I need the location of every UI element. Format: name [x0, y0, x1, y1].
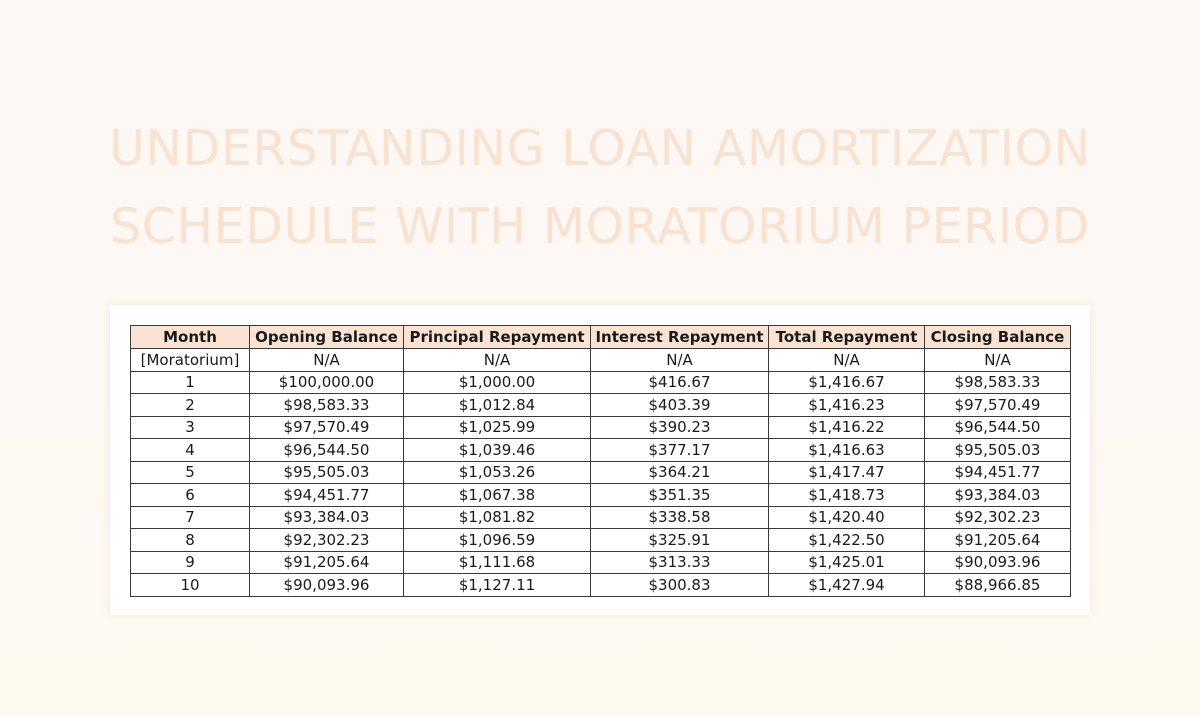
cell-interest-repayment: $351.35 [591, 484, 769, 507]
cell-total-repayment: $1,416.23 [769, 394, 925, 417]
table-row [131, 574, 1071, 597]
cell-closing-balance: $94,451.77 [925, 461, 1071, 484]
page-title-line-1: UNDERSTANDING LOAN AMORTIZATION [109, 120, 1091, 177]
table-row [131, 484, 1071, 507]
cell-opening-balance: N/A [250, 349, 404, 372]
cell-opening-balance: $91,205.64 [250, 551, 404, 574]
cell-interest-repayment: $364.21 [591, 461, 769, 484]
cell-total-repayment: $1,416.67 [769, 371, 925, 394]
cell-opening-balance: $98,583.33 [250, 394, 404, 417]
cell-interest-repayment: N/A [591, 349, 769, 372]
cell-month: 1 [131, 371, 250, 394]
table-header-row [131, 326, 1071, 349]
cell-opening-balance: $90,093.96 [250, 574, 404, 597]
cell-principal-repayment: $1,067.38 [404, 484, 591, 507]
cell-opening-balance: $94,451.77 [250, 484, 404, 507]
table-row [131, 461, 1071, 484]
cell-principal-repayment: $1,025.99 [404, 416, 591, 439]
table-row [131, 416, 1071, 439]
cell-opening-balance: $96,544.50 [250, 439, 404, 462]
cell-total-repayment: $1,425.01 [769, 551, 925, 574]
cell-opening-balance: $93,384.03 [250, 506, 404, 529]
cell-total-repayment: $1,420.40 [769, 506, 925, 529]
header-principal-repayment: Principal Repayment [404, 326, 591, 349]
cell-total-repayment: $1,416.22 [769, 416, 925, 439]
cell-principal-repayment: $1,096.59 [404, 529, 591, 552]
header-total-repayment: Total Repayment [769, 326, 925, 349]
cell-month: 10 [131, 574, 250, 597]
header-interest-repayment: Interest Repayment [591, 326, 769, 349]
cell-month: 6 [131, 484, 250, 507]
cell-opening-balance: $100,000.00 [250, 371, 404, 394]
table-row [131, 439, 1071, 462]
cell-opening-balance: $97,570.49 [250, 416, 404, 439]
cell-month: 3 [131, 416, 250, 439]
table-row [131, 394, 1071, 417]
cell-closing-balance: $97,570.49 [925, 394, 1071, 417]
cell-principal-repayment: $1,000.00 [404, 371, 591, 394]
amortization-table [130, 325, 1071, 597]
table-row [131, 529, 1071, 552]
table-card [110, 305, 1090, 615]
cell-total-repayment: $1,417.47 [769, 461, 925, 484]
cell-closing-balance: N/A [925, 349, 1071, 372]
cell-opening-balance: $92,302.23 [250, 529, 404, 552]
header-month: Month [131, 326, 250, 349]
cell-total-repayment: $1,418.73 [769, 484, 925, 507]
cell-interest-repayment: $313.33 [591, 551, 769, 574]
table-row [131, 349, 1071, 372]
cell-total-repayment: $1,427.94 [769, 574, 925, 597]
cell-closing-balance: $88,966.85 [925, 574, 1071, 597]
table-row [131, 551, 1071, 574]
cell-interest-repayment: $338.58 [591, 506, 769, 529]
header-opening-balance: Opening Balance [250, 326, 404, 349]
cell-principal-repayment: N/A [404, 349, 591, 372]
cell-month: 4 [131, 439, 250, 462]
header-closing-balance: Closing Balance [925, 326, 1071, 349]
cell-closing-balance: $93,384.03 [925, 484, 1071, 507]
table-row [131, 371, 1071, 394]
cell-total-repayment: N/A [769, 349, 925, 372]
cell-closing-balance: $98,583.33 [925, 371, 1071, 394]
table-row [131, 506, 1071, 529]
page-title [0, 110, 1200, 266]
cell-total-repayment: $1,416.63 [769, 439, 925, 462]
cell-interest-repayment: $390.23 [591, 416, 769, 439]
cell-month: 2 [131, 394, 250, 417]
cell-month: [Moratorium] [131, 349, 250, 372]
cell-interest-repayment: $300.83 [591, 574, 769, 597]
cell-closing-balance: $90,093.96 [925, 551, 1071, 574]
cell-month: 9 [131, 551, 250, 574]
cell-month: 8 [131, 529, 250, 552]
cell-principal-repayment: $1,053.26 [404, 461, 591, 484]
cell-closing-balance: $96,544.50 [925, 416, 1071, 439]
cell-opening-balance: $95,505.03 [250, 461, 404, 484]
cell-principal-repayment: $1,081.82 [404, 506, 591, 529]
cell-principal-repayment: $1,127.11 [404, 574, 591, 597]
cell-interest-repayment: $403.39 [591, 394, 769, 417]
cell-closing-balance: $92,302.23 [925, 506, 1071, 529]
cell-principal-repayment: $1,039.46 [404, 439, 591, 462]
page-title-line-2: SCHEDULE WITH MORATORIUM PERIOD [110, 198, 1090, 255]
cell-month: 7 [131, 506, 250, 529]
cell-principal-repayment: $1,012.84 [404, 394, 591, 417]
cell-closing-balance: $95,505.03 [925, 439, 1071, 462]
cell-month: 5 [131, 461, 250, 484]
cell-total-repayment: $1,422.50 [769, 529, 925, 552]
cell-interest-repayment: $416.67 [591, 371, 769, 394]
cell-principal-repayment: $1,111.68 [404, 551, 591, 574]
cell-interest-repayment: $325.91 [591, 529, 769, 552]
cell-closing-balance: $91,205.64 [925, 529, 1071, 552]
cell-interest-repayment: $377.17 [591, 439, 769, 462]
